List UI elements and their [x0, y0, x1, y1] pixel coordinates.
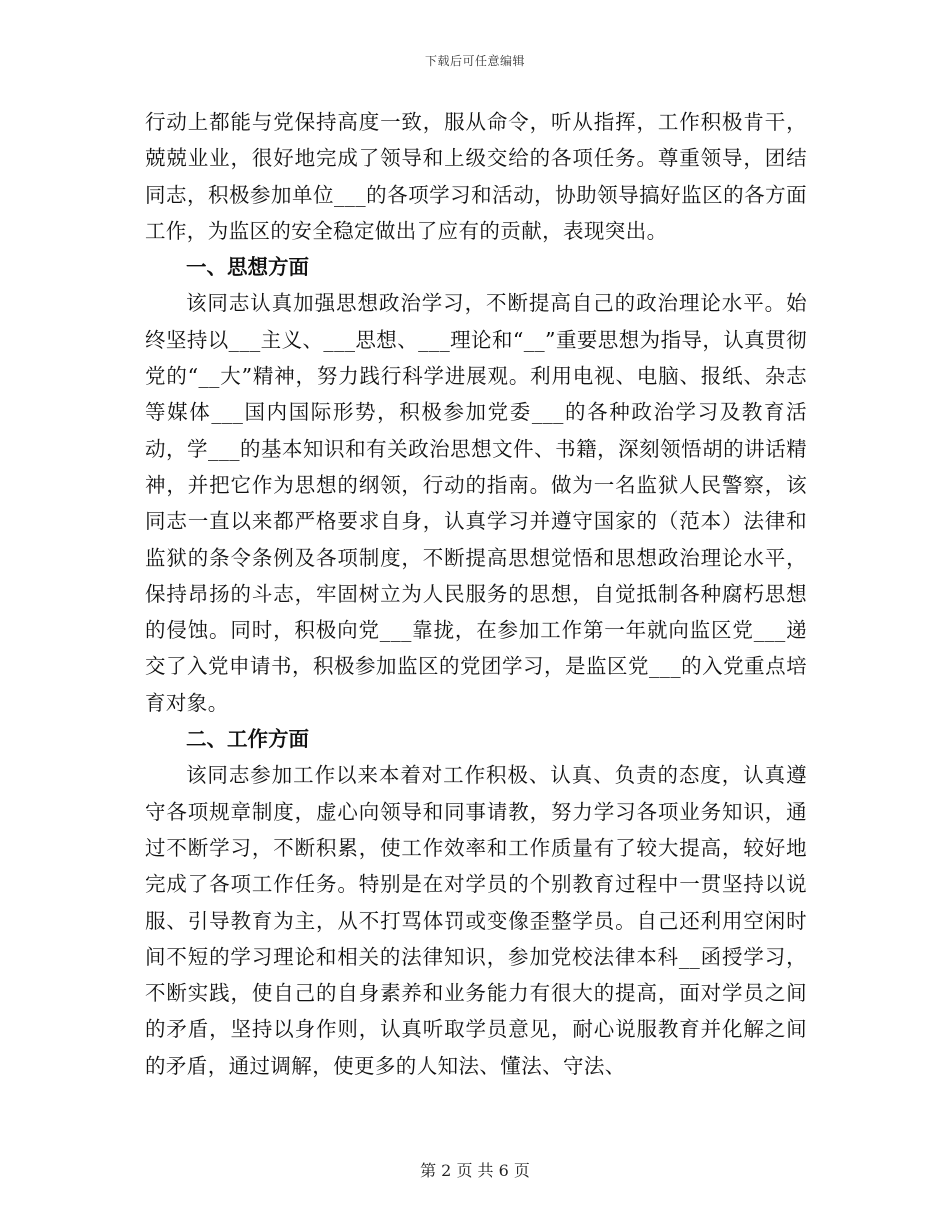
page-number: 第 2 页 共 6 页 — [420, 1161, 530, 1180]
section-heading-thought: 一、思想方面 — [186, 255, 309, 280]
paragraph-continuation: 行动上都能与党保持高度一致，服从命令，听从指挥，工作积极肯干，兢兢业业，很好地完成了领导和上级交给的各项任务。尊重领导，团结同志，积极参加单位___的各项学习和活动，协助领导搞好监区的各方面工作，为监区的安全稳定做出了应有的贡献，表现突出。 — [145, 110, 807, 243]
page-header: 下载后可任意编辑 — [424, 54, 525, 68]
paragraph-thought: 该同志认真加强思想政治学习，不断提高自己的政治理论水平。始终坚持以___主义、___思想、___理论和“__”重要思想为指导，认真贯彻党的“__大”精神，努力践行科学进展观。利用电视、电脑、报纸、杂志等媒体___国内国际形势，积极参加党委___的各种政治学习及教育活动，学___的基本知识和有关政治思想文件、书籍，深刻领悟胡的讲话精神，并把它作为思想的纲领，行动的指南。做为一名监狱人民警察，该同志一直以来都严格要求自身，认真学习并遵守国家的（范本）法律和监狱的条令条例及各项制度，不断提高思想觉悟和思想政治理论水平，保持昂扬的斗志，牢固树立为人民服务的思想，自觉抵制各种腐朽思想的侵蚀。同时，积极向党___靠拢，在参加工作第一年就向监区党___递交了入党申请书，积极参加监区的党团学习，是监区党___的入党重点培育对象。 — [145, 291, 807, 715]
section-heading-work: 二、工作方面 — [186, 727, 309, 752]
document-body — [145, 104, 807, 1084]
paragraph-work: 该同志参加工作以来本着对工作积极、认真、负责的态度，认真遵守各项规章制度，虚心向领导和同事请教，努力学习各项业务知识，通过不断学习，不断积累，使工作效率和工作质量有了较大提高，较好地完成了各项工作任务。特别是在对学员的个别教育过程中一贯坚持以说服、引导教育为主，从不打骂体罚或变像歪整学员。自己还利用空闲时间不短的学习理论和相关的法律知识，参加党校法律本科__函授学习，不断实践，使自己的自身素养和业务能力有很大的提高，面对学员之间的矛盾，坚持以身作则，认真听取学员意见，耐心说服教育并化解之间的矛盾，通过调解，使更多的人知法、懂法、守法、 — [145, 763, 807, 1078]
